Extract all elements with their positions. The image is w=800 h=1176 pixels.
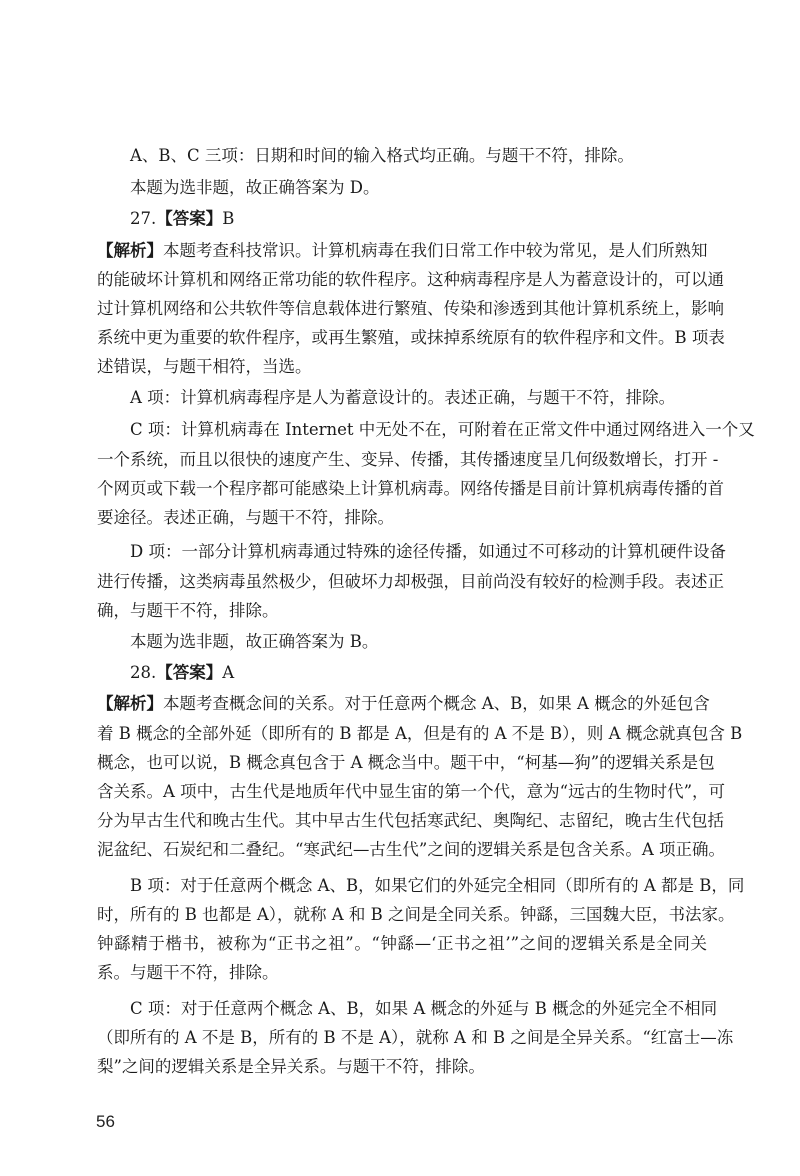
text-line: 概念，也可以说，B 概念真包含于 A 概念当中。题干中，“柯基—狗”的逻辑关系是包 [97, 753, 715, 772]
text-line: 确，与题干不符，排除。 [97, 601, 279, 620]
text-line: A、B、C 三项：日期和时间的输入格式均正确。与题干不符，排除。 [130, 146, 634, 165]
text-line: 着 B 概念的全部外延（即所有的 B 都是 A，但是有的 A 不是 B），则 A 概念就真包含 B [97, 724, 743, 743]
text-line: 梨”之间的逻辑关系是全异关系。与题干不符，排除。 [97, 1057, 485, 1076]
text-line: 本题为选非题，故正确答案为 D。 [130, 178, 380, 197]
text-line: 述错误，与题干相符，当选。 [97, 357, 312, 376]
page-number: 56 [96, 1112, 115, 1131]
text-line: 要途径。表述正确，与题干不符，排除。 [97, 508, 394, 527]
text-line: 含关系。A 项中，古生代是地质年代中显生宙的第一个代，意为“远古的生物时代”，可 [97, 782, 726, 801]
text-line: 一个系统，而且以很快的速度产生、变异、传播，其传播速度呈几何级数增长，打开 - [97, 450, 719, 469]
text-line: A 项：计算机病毒程序是人为蓄意设计的。表述正确，与题干不符，排除。 [130, 388, 676, 407]
answer-heading-27: 27.【答案】B [130, 209, 235, 228]
text-line: （即所有的 A 不是 B，所有的 B 不是 A），就称 A 和 B 之间是全异关系。“红富士—冻 [97, 1028, 734, 1047]
text-line: 系统中更为重要的软件程序，或再生繁殖，或抹掉系统原有的软件程序和文件。B 项表 [97, 328, 725, 347]
analysis-line: 【解析】本题考查科技常识。计算机病毒在我们日常工作中较为常见，是人们所熟知 [97, 241, 708, 260]
text-line: 时，所有的 B 也都是 A），就称 A 和 B 之间是全同关系。钟繇，三国魏大臣，书法家。 [97, 905, 735, 924]
text-line: 个网页或下载一个程序都可能感染上计算机病毒。网络传播是目前计算机病毒传播的首 [97, 479, 724, 498]
analysis-line: 【解析】本题考查概念间的关系。对于任意两个概念 A、B，如果 A 概念的外延包含 [97, 694, 710, 713]
text-line: 系。与题干不符，排除。 [97, 963, 279, 982]
text-line: 本题为选非题，故正确答案为 B。 [130, 632, 379, 651]
text-line: B 项：对于任意两个概念 A、B，如果它们的外延完全相同（即所有的 A 都是 B，同 [130, 876, 745, 895]
text-line: 进行传播，这类病毒虽然极少，但破坏力却极强，目前尚没有较好的检测手段。表述正 [97, 572, 724, 591]
text-line: 钟繇精于楷书，被称为“正书之祖”。“钟繇—‘正书之祖’”之间的逻辑关系是全同关 [97, 934, 707, 953]
text-line: 分为早古生代和晚古生代。其中早古生代包括寒武纪、奥陶纪、志留纪，晚古生代包括 [97, 811, 724, 830]
text-line: C 项：对于任意两个概念 A、B，如果 A 概念的外延与 B 概念的外延完全不相同 [130, 999, 718, 1018]
text-line: C 项：计算机病毒在 Internet 中无处不在，可附着在正常文件中通过网络进入一个又 [130, 420, 755, 439]
text-line: 的能破坏计算机和网络正常功能的软件程序。这种病毒程序是人为蓄意设计的，可以通 [97, 270, 724, 289]
answer-heading-28: 28.【答案】A [130, 663, 235, 682]
text-line: 泥盆纪、石炭纪和二叠纪。“寒武纪—古生代”之间的逻辑关系是包含关系。A 项正确。 [97, 840, 726, 859]
text-line: 过计算机网络和公共软件等信息载体进行繁殖、传染和渗透到其他计算机系统上，影响 [97, 299, 724, 318]
text-line: D 项：一部分计算机病毒通过特殊的途径传播，如通过不可移动的计算机硬件设备 [130, 542, 726, 561]
